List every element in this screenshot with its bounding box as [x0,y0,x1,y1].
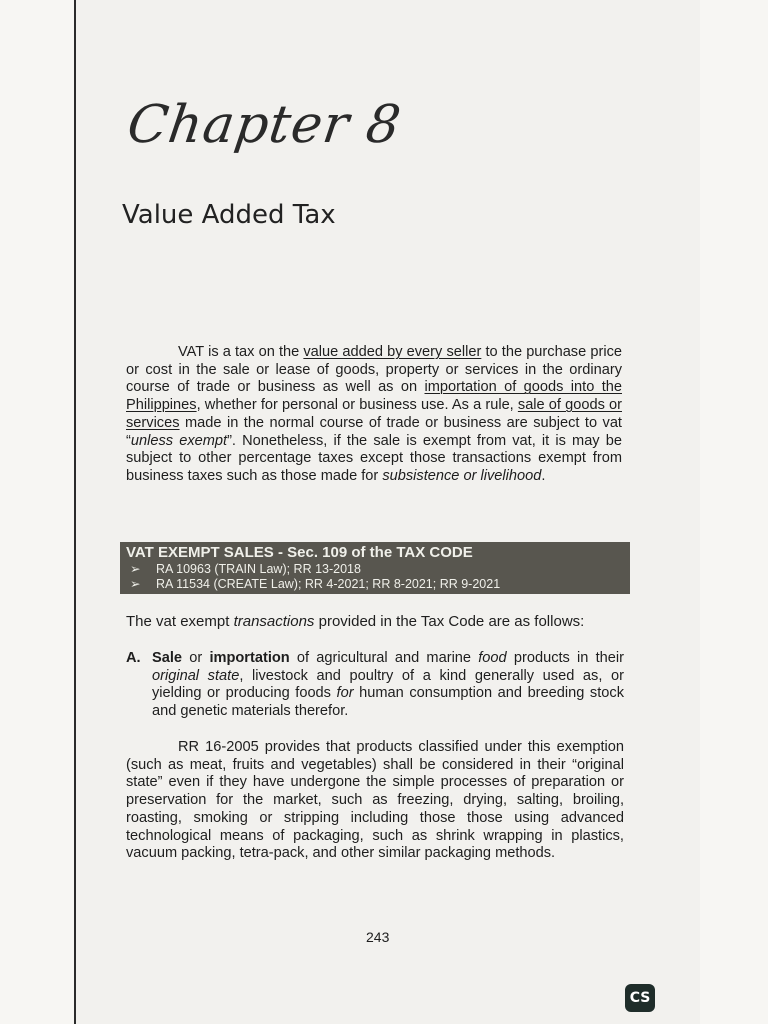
chapter-heading: Chapter 8 [123,95,405,155]
item-italic-text: food [478,650,507,666]
item-text: human consumption and breeding stock and genetic materials therefor. [152,685,624,720]
banner-reference [126,562,624,577]
page-number: 243 [366,929,390,945]
intro-text: ”. Nonetheless, if the sale is exempt from vat, it is may be subject to other percentage taxes except those transactions exempt from business taxes such as those made for [126,432,622,484]
intro-italic-text: unless exempt [130,432,228,449]
chapter-title: Value Added Tax [122,200,336,230]
item-text: , livestock and poultry of a kind generally used as, or yielding or producing foods [152,667,624,702]
intro-underlined-text: sale of goods or services [126,397,622,431]
arrow-bullet-icon: ➢ [130,562,141,576]
item-italic-text: for [336,685,354,702]
intro-underlined-text: importation of goods into the Philippines [126,379,622,414]
item-text: products in their [506,650,625,666]
intro-paragraph [126,344,622,486]
item-bold-text: Sale [152,650,183,666]
banner-reference [126,577,624,592]
exempt-intro-line [126,613,584,630]
banner-reference-text: RA 11534 (CREATE Law); RR 4-2021; RR 8-2021; RR 9-2021 [156,577,501,591]
exempt-item-a [126,650,624,721]
exempt-intro-italic: transactions [233,613,315,630]
exempt-intro-text: The vat exempt [126,613,234,630]
arrow-bullet-icon: ➢ [130,577,141,591]
item-text: of agricultural and marine [289,650,479,666]
vat-exempt-banner [120,542,630,594]
item-letter: A. [126,650,141,666]
intro-text: made in the normal course of trade or business are subject to vat “ [126,414,622,449]
intro-underlined-text: value added by every seller [303,344,482,360]
banner-reference-text: RA 10963 (TRAIN Law); RR 13-2018 [156,562,361,576]
exempt-intro-text: provided in the Tax Code are as follows: [314,613,585,630]
item-text: or [182,650,210,666]
camscanner-logo: CS [625,984,655,1012]
item-bold-text: importation [209,650,290,666]
intro-text: VAT is a tax on the [178,344,304,360]
intro-text: . [541,467,546,484]
item-italic-text: original state [152,667,240,684]
intro-italic-text: subsistence or livelihood [382,467,542,484]
rr-16-2005-paragraph [126,739,624,863]
item-body [152,650,624,721]
rr-paragraph-text: RR 16-2005 provides that products classified under this exemption (such as meat, fruits and vegetables) shall be considered in their “original state” even if they have undergone the simple processes of preparation or preservation for the market, such as freezing, drying, salting, broiling, roasting, smoking or stripping including those those using advanced technological means of packaging, such as shrink wrapping in plastics, vacuum packing, tetra-pack, and other similar packaging methods. [126,739,624,862]
intro-text: , whether for personal or business use. As a rule, [196,397,518,414]
banner-title: VAT EXEMPT SALES - Sec. 109 of the TAX CODE [126,544,473,561]
intro-text: to the purchase price or cost in the sale or lease of goods, property or services in the ordinary course of trade or business as well as on [126,344,622,396]
